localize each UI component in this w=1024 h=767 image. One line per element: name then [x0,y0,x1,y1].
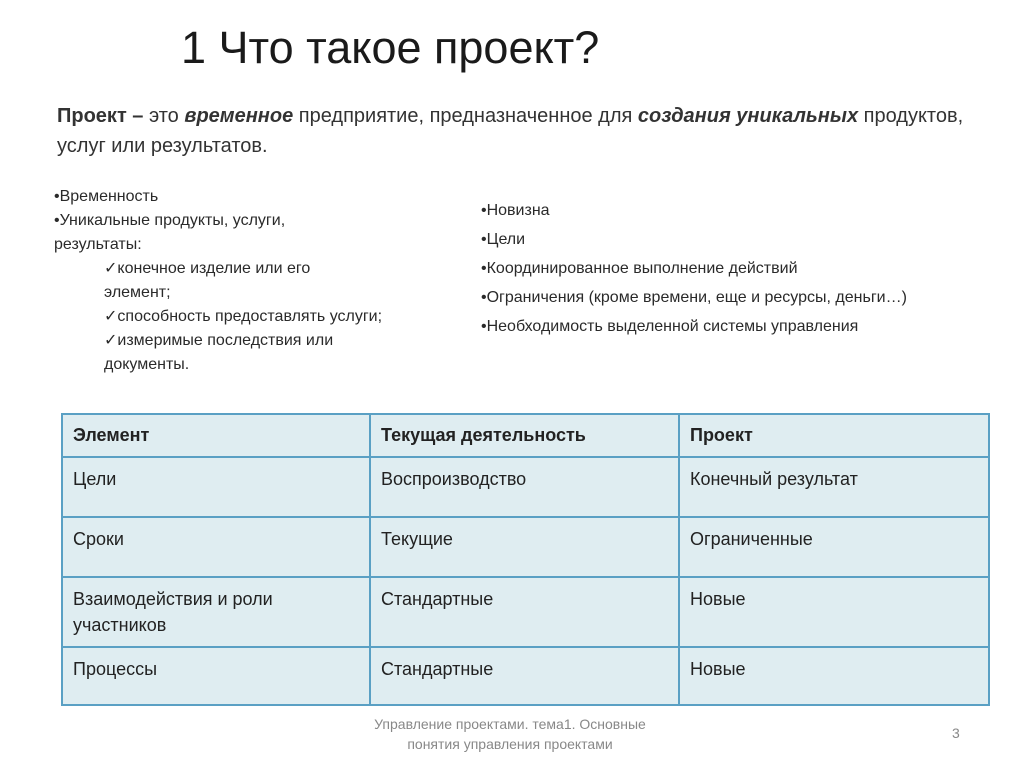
table-row [62,577,989,647]
table-cell: Воспроизводство [370,457,679,517]
slide-footer [340,714,680,754]
check-item: ✓способность предоставлять услуги; [104,308,383,325]
footer-line: понятия управления проектами [407,736,613,752]
list-item: •Ограничения (кроме времени, еще и ресурсы, деньги…) [481,289,907,306]
definition-emphasis-unique: создания уникальных [637,105,859,127]
page-number: 3 [952,725,960,741]
header-current-activity: Текущая деятельность [370,414,679,457]
check-item: ✓измеримые последствия или [104,332,334,349]
definition-emphasis-temporary: временное [184,105,294,127]
table-cell: Стандартные [370,577,679,647]
table-cell: Ограниченные [679,517,989,577]
table-row [62,457,989,517]
list-item-continuation: результаты: [54,236,142,253]
features-list-right [481,196,1011,341]
table-cell: Стандартные [370,647,679,705]
table-cell: Взаимодействия и роли участников [62,577,370,647]
table-cell: Конечный результат [679,457,989,517]
table-row [62,647,989,705]
list-item: •Новизна [481,202,550,219]
definition-text-1: это [143,105,185,127]
table-cell: Новые [679,647,989,705]
table-cell: Текущие [370,517,679,577]
footer-line: Управление проектами. тема1. Основные [374,716,646,732]
definition-term: Проект – [57,105,144,127]
list-item: •Уникальные продукты, услуги, [54,212,286,229]
features-list-left [54,185,384,377]
table-cell: Цели [62,457,370,517]
slide-title: 1 Что такое проект? [181,22,600,73]
sub-list [54,257,384,377]
header-element: Элемент [62,414,370,457]
comparison-table [61,413,990,706]
table-header-row [62,414,989,457]
table-cell: Новые [679,577,989,647]
table-row [62,517,989,577]
list-item: •Необходимость выделенной системы управления [481,318,859,335]
check-item: ✓конечное изделие или его [104,260,311,277]
definition-text-2: предприятие, предназначенное для [293,105,638,127]
table-cell: Сроки [62,517,370,577]
table-cell: Процессы [62,647,370,705]
list-item: •Временность [54,188,159,205]
list-item: •Цели [481,231,526,248]
project-definition [57,101,997,161]
header-project: Проект [679,414,989,457]
list-item: •Координированное выполнение действий [481,260,798,277]
check-item-continuation: элемент; [104,284,171,301]
check-item-continuation: документы. [104,356,190,373]
definition-text-3: продуктов, услуг или результатов. [57,105,964,157]
